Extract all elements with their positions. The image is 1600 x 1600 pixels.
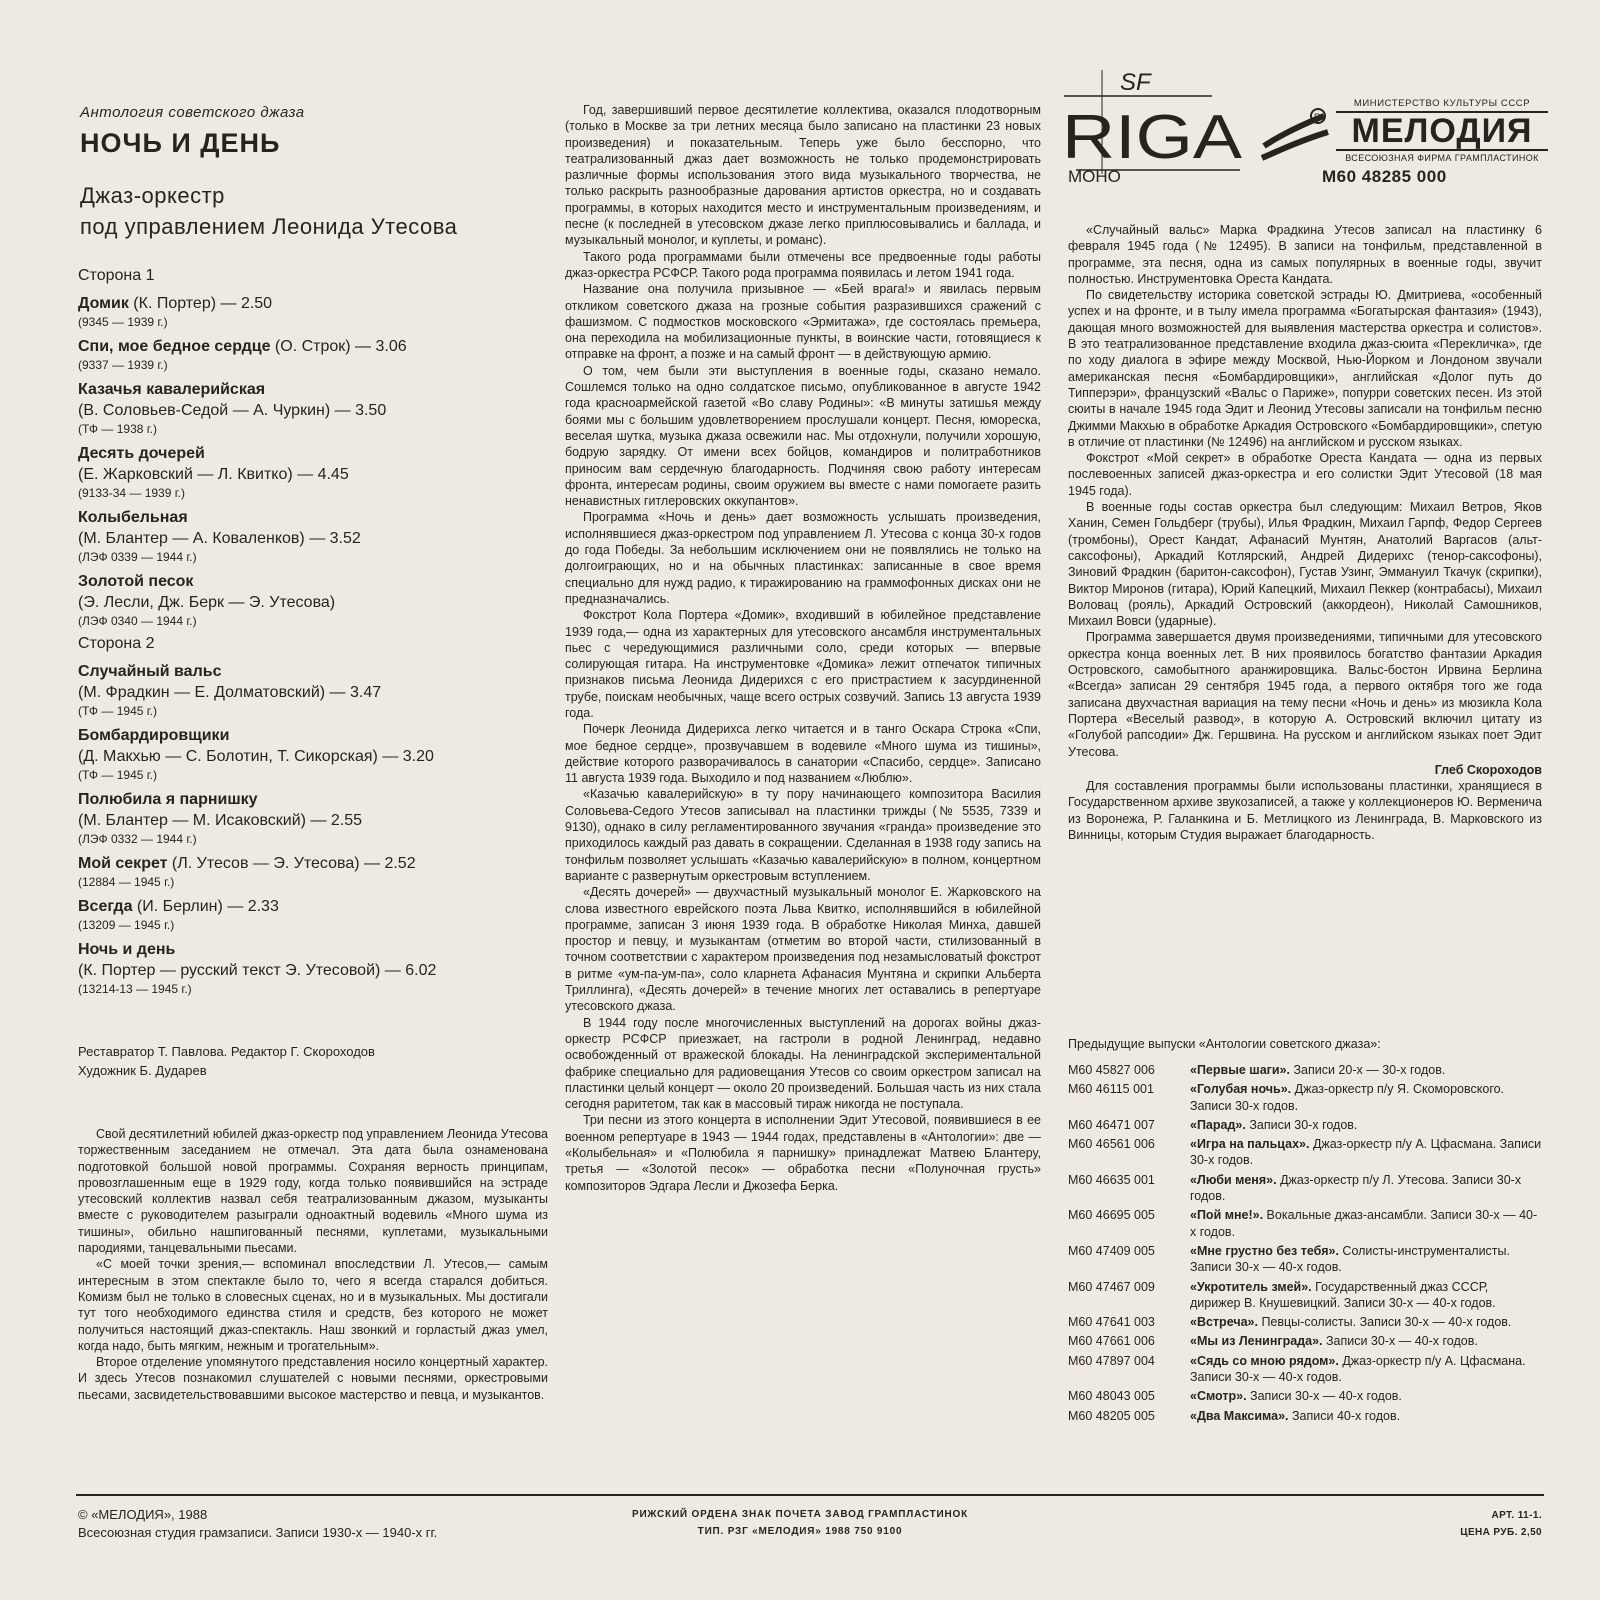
release-details: Вокальные джаз-ансамбли. Записи 30-х — 40-х годов. [1190, 1208, 1538, 1239]
release-description [1190, 1081, 1542, 1114]
release-description [1190, 1062, 1542, 1078]
release-details: Джаз-оркестр п/у Я. Скоморовского. Записи 30-х годов. [1190, 1082, 1505, 1113]
article-paragraph: Фокстрот «Мой секрет» в обработке Ореста Кандата — одна из первых послевоенных записей джаз-оркестра и его солистки Эдит Утесовой (18 мая 1945 года). [1068, 451, 1542, 498]
release-code: М60 46561 006 [1068, 1137, 1155, 1152]
article-column-1 [78, 1126, 548, 1403]
price: ЦЕНА РУБ. 2,50 [1460, 1527, 1542, 1538]
riga-sf-text: SF [1120, 69, 1151, 96]
track-authors: (Е. Жарковский — Л. Квитко) — 4.45 [78, 466, 349, 483]
track-name: Ночь и день [78, 941, 176, 958]
release-description [1190, 1279, 1542, 1312]
track-name: Колыбельная [78, 509, 188, 526]
track-item [78, 336, 548, 374]
release-code: М60 48043 005 [1068, 1389, 1155, 1404]
track-authors: (Э. Лесли, Дж. Берк — Э. Утесова) [78, 594, 336, 611]
melodiya-ministry-text: МИНИСТЕРСТВО КУЛЬТУРЫ СССР [1353, 98, 1531, 109]
release-name: «Мне грустно без тебя». [1190, 1243, 1339, 1258]
track-item [78, 789, 548, 848]
previous-release-item [1068, 1172, 1542, 1205]
release-name: «Встреча». [1190, 1315, 1258, 1330]
footer-right [1390, 1507, 1542, 1541]
track-title-line [78, 896, 548, 917]
track-authors: (В. Соловьев-Седой — А. Чуркин) — 3.50 [78, 402, 387, 419]
release-name: «Голубая ночь». [1190, 1082, 1292, 1097]
track-recording-info: (12884 — 1945 г.) [78, 875, 175, 889]
production-credits [78, 1042, 548, 1080]
release-name: «Мы из Ленинграда». [1190, 1334, 1323, 1349]
track-title-line [78, 789, 548, 810]
track-authors: (К. Портер — русский текст Э. Утесовой) — 6.02 [78, 962, 437, 979]
side-label: Сторона 2 [78, 635, 155, 652]
track-item [78, 896, 548, 934]
release-details: Записи 40-х годов. [1288, 1408, 1401, 1423]
article-paragraph: «Случайный вальс» Марка Фрадкина Утесов записал на пластинку 6 февраля 1945 года (№ 12495). В записи на тонфильм, представленной в программе, эта песня, одна из самых популярных в военные годы, звучит полностью. Инструментовка Ореста Кандата. [1068, 223, 1542, 286]
melodiya-firm-text: ВСЕСОЮЗНАЯ ФИРМА ГРАМПЛАСТИНОК [1345, 153, 1539, 163]
release-name: «Первые шаги». [1190, 1063, 1290, 1077]
article-paragraph: «С моей точки зрения,— вспоминал впоследствии Л. Утесов,— самым интересным в этом спектакле было то, чего я всегда старался добиться. Комизм был не только в словесных сценах, но и в музыкальных. Мы достигали тут того необходимого единства стиля и средств, без которого не может получиться настоящий джаз-спектакль. Наш звонкий и горластый джаз умел, когда надо, быть мягким, нежным и трогательным». [78, 1257, 548, 1353]
previous-release-item [1068, 1062, 1542, 1078]
print-info: ТИП. РЗГ «МЕЛОДИЯ» 1988 750 9100 [697, 1526, 903, 1537]
release-name: «Пой мне!». [1190, 1208, 1264, 1223]
release-details: Джаз-оркестр п/у А. Цфасмана. Записи 30-х годов. [1190, 1137, 1542, 1168]
previous-release-item [1068, 1207, 1542, 1240]
release-code: М60 47467 009 [1068, 1279, 1155, 1294]
article-paragraph: «Десять дочерей» — двухчастный музыкальный монолог Е. Жарковского на слова известного еврейского поэта Льва Квитко, исполнявшийся в юбилейной программе, записан 3 июня 1939 года. В обработке Николая Минха, давшей простор и певцу, и музыкантам (отметим во второй части, стилизованный в точном соответствии с характером произведения под незамысловатый фокстрот в ритме «ум-па-ум-па», соло кларнета Афанасия Мунтяна и скрипки Альберта Триллинга), «Десять дочерей» в течение многих лет оставались в репертуаре утесовского джаза. [565, 885, 1041, 1014]
track-recording-info: (9133-34 — 1939 г.) [78, 486, 185, 500]
track-title-line [78, 379, 548, 400]
track-name: Десять дочерей [78, 445, 205, 462]
article-paragraph: О том, чем были эти выступления в военные годы, сказано немало. Сошлемся только на одно солдатское письмо, опубликованное в августе 1942 года красноармейской газетой «Во славу Родины»: «В минуты затишья между боями мы с большим удовлетворением прослушали концерт. Песня, юмореска, веселая шутка, музыка джаза освежили нас. Мы отдохнули, получили хорошую, бодрую зарядку. От имени всех бойцов, командиров и политработников приносим вам сердечную благодарность. Подчиняя свою работу интересам фронта, интересам родины, своим оружием вы вместе с нами помогаете разить ненавистных гитлеровских оккупантов». [565, 363, 1041, 509]
previous-release-item [1068, 1117, 1542, 1133]
track-item [78, 293, 548, 331]
release-details: Джаз-оркестр п/у А. Цфасмана. Записи 30-х — 40-х годов. [1190, 1353, 1526, 1385]
track-recording-info: (ТФ — 1945 г.) [78, 704, 157, 718]
article-paragraph: «Казачью кавалерийскую» в ту пору начинающего композитора Василия Соловьева-Седого Утесов записывал на пластинки трижды (№ 5535, 7339 и 9130), однако в силу регламентированного звучания «гранда» произведение это приходилось каждый раз давать в сокращении. Сделанная в 1938 году запись на тонфильм позволяет услышать «Казачью кавалерийскую» в полном, концертном варианте с развернутым оркестровым вступлением. [565, 787, 1041, 883]
article-paragraph: Фокстрот Кола Портера «Домик», входивший в юбилейное представление 1939 года,— одна из характерных для утесовского ансамбля инструментальных пьес с чередующимися различными соло, среди которых — впервые солирующая гитара. На инструментовке «Домика» лежит отпечаток типичных признаков письма Леонида Дидерихся с его пристрастием к засурдиненной трубе, поискам необычных, чаще всего острых созвучий. Запись 13 августа 1939 года. [565, 608, 1041, 720]
release-name: «Два Максима». [1190, 1408, 1289, 1423]
track-authors: (К. Портер) — 2.50 [128, 295, 273, 312]
track-title-line [78, 571, 548, 592]
article-paragraph: Программа завершается двумя произведениями, типичными для утесовского оркестра конца военных лет. В них проявилось богатство фантазии Аркадия Островского, самобытного аранжировщика. Вальс-бостон Ирвина Берлина «Всегда» записан 29 сентября 1945 года, а первого октября того же года записана двухчастная вариация на тему песни «Ночь и день» из мюзикла Кола Портера «Веселый развод», в которую А. Островский включил цитату из «Голубой рапсодии» Дж. Гершвина. На русском и английском языках поет Эдит Утесова. [1068, 630, 1542, 759]
riga-text: RIGA [1062, 103, 1243, 172]
track-recording-info: (9345 — 1939 г.) [78, 315, 168, 329]
article-paragraph: Почерк Леонида Дидерихса легко читается и в танго Оскара Строка «Спи, мое бедное сердце», прозвучавшем в водевиле «Много шума из тишины», действие которого разворачивалось в санатории «Спасибо, сердце». Записано 11 августа 1939 года. Выходило и под названием «Люблю». [565, 722, 1041, 786]
release-name: «Сядь со мною рядом». [1190, 1353, 1339, 1368]
release-code: М60 46471 007 [1068, 1117, 1155, 1132]
release-description [1190, 1117, 1542, 1133]
album-title: НОЧЬ И ДЕНЬ [80, 128, 281, 158]
track-item [78, 443, 548, 502]
previous-release-item [1068, 1333, 1542, 1349]
release-details: Солисты-инструменталисты. Записи 30-х — 40-х годов. [1190, 1243, 1510, 1275]
track-item [78, 939, 548, 998]
release-description [1190, 1207, 1542, 1240]
side-label: Сторона 1 [78, 267, 155, 284]
release-details: Записи 20-х — 30-х годов. [1290, 1063, 1446, 1077]
track-name: Всегда [78, 898, 133, 915]
release-code: М60 47409 005 [1068, 1243, 1155, 1258]
melodiya-logo [1336, 98, 1548, 166]
track-title-line [78, 939, 548, 960]
track-title-line [78, 443, 548, 464]
track-authors: (Д. Макхью — С. Болотин, Т. Сикорская) — 3.20 [78, 748, 434, 765]
release-code: М60 45827 006 [1068, 1063, 1155, 1077]
previous-release-item [1068, 1279, 1542, 1312]
previous-release-item [1068, 1243, 1542, 1276]
footer-center [560, 1506, 1040, 1540]
release-code: М60 46695 005 [1068, 1208, 1155, 1223]
article-paragraph: Второе отделение упомянутого представления носило концертный характер. И здесь Утесов познакомил слушателей с новыми песнями, оркестровыми пьесами, засвидетельствовавшими высокое мастерство и певца, и музыкантов. [78, 1355, 548, 1402]
release-details: Записи 30-х — 40-х годов. [1322, 1334, 1478, 1349]
release-code: М60 46115 001 [1068, 1082, 1154, 1097]
credits-line-1: Реставратор Т. Павлова. Редактор Г. Скороходов [78, 1044, 375, 1059]
release-code: М60 46635 001 [1068, 1172, 1155, 1187]
track-title-line [78, 336, 548, 357]
track-title-line [78, 853, 548, 874]
article-paragraph: Программа «Ночь и день» дает возможность услышать произведения, исполнявшиеся джаз-оркестром под управлением Л. Утесова с конца 30-х годов до года Победы. За небольшим исключением они не появлялись не только на долгоиграющих, но и на обычных пластинках: записанные в свое время специально для нужд радио, к тиражированию на граммофонных дисках они не предназначались. [565, 510, 1041, 606]
release-description [1190, 1243, 1542, 1276]
track-recording-info: (ЛЭФ 0339 — 1944 г.) [78, 550, 197, 564]
previous-release-item [1068, 1408, 1542, 1424]
track-name: Мой секрет [78, 855, 168, 872]
previous-releases-list [1068, 1062, 1542, 1427]
svg-text:R: R [1314, 112, 1321, 122]
track-item [78, 507, 548, 566]
track-item [78, 661, 548, 720]
previous-release-item [1068, 1314, 1542, 1330]
copyright: © «МЕЛОДИЯ», 1988 [78, 1507, 208, 1522]
article-paragraph: По свидетельству историка советской эстрады Ю. Дмитриева, «особенный успех и на фронте, и в тылу имела программа «Богатырская фантазия» (1943), дающая много возможностей для выявления мастерства оркестра и солистов». В это театрализованное представление входила джаз-сюита «Перекличка», где по ходу диалога в эфире между Москвой, Нью-Йорком и Лондоном звучали американская песня «Бомбардировщики», английская «Долог путь до Типперэри», французский «Вальс о Париже», попурри советских песен. Из этой сюиты в начале 1945 года Эдит и Леонид Утесовы записали на тонфильм песню Джимми Макхью в обработке Аркадия Островского «Бомбардировщики», спетую в отличие от пластинки (№ 12496) на английском и русском языках. [1068, 288, 1542, 449]
track-name: Спи, мое бедное сердце [78, 338, 271, 355]
track-recording-info: (13209 — 1945 г.) [78, 918, 175, 932]
article-paragraph: Год, завершивший первое десятилетие коллектива, оказался плодотворным (только в Москве за три летних месяца было записано на пластинки 23 новых произведения) и показательным. Теперь уже было бесспорно, что театрализованный джаз дает возможность не только продемонстрировать различные формы использования этого вида музыкального творчества, не только раскрыть разнообразные дарования артистов оркестра, но и создавать программы, в которых находится место и инструментальным произведениям, и песне (к последней в утесовском джазе легко приплюсовывались и баллада, и музыкальный монолог, и куплеты, и романс). [565, 103, 1041, 248]
previous-release-item [1068, 1136, 1542, 1169]
track-name: Случайный вальс [78, 663, 222, 680]
article-number: АРТ. 11-1. [1491, 1510, 1542, 1521]
track-authors: (М. Фрадкин — Е. Долматовский) — 3.47 [78, 684, 382, 701]
release-details: Записи 30-х годов. [1245, 1117, 1358, 1132]
release-name: «Люби меня». [1190, 1172, 1277, 1187]
release-details: Певцы-солисты. Записи 30-х — 40-х годов. [1257, 1315, 1512, 1330]
artist-credit [80, 180, 550, 242]
artist-line-1: Джаз-оркестр [80, 183, 225, 208]
release-description [1190, 1136, 1542, 1169]
article-paragraph: Три песни из этого концерта в исполнении Эдит Утесовой, появившиеся в ее военном репертуаре в 1943 — 1944 годах, представлены в «Антологии»: две — «Колыбельная» и «Полюбила я парнишку» принадлежат Матвею Блантеру, третья — «Золотой песок» — обработка песни «Полуночная грусть» композиторов Эдгара Лесли и Джозефа Берка. [565, 1113, 1041, 1193]
release-name: «Смотр». [1190, 1389, 1247, 1404]
release-name: «Укротитель змей». [1190, 1279, 1312, 1294]
release-details: Джаз-оркестр п/у Л. Утесова. Записи 30-х годов. [1190, 1172, 1522, 1204]
track-title-line [78, 725, 548, 746]
series-title: Антология советского джаза [80, 104, 305, 121]
factory-name: РИЖСКИЙ ОРДЕНА ЗНАК ПОЧЕТА ЗАВОД ГРАМПЛАСТИНОК [631, 1509, 969, 1520]
track-authors: (И. Берлин) — 2.33 [132, 898, 279, 915]
track-authors: (М. Блантер — А. Коваленков) — 3.52 [78, 530, 361, 547]
catalog-number: М60 48285 000 [1322, 167, 1447, 186]
acknowledgements: Для составления программы были использованы пластинки, хранящиеся в Государственном архиве звукозаписей, а также у коллекционеров Ю. Верменича из Воронежа, Р. Галанкина и Б. Метлицкого из Ленинграда, В. Марковского из Винницы, которым Студия выражает благодарность. [1068, 779, 1542, 842]
release-code: М60 48205 005 [1068, 1408, 1155, 1423]
release-description [1190, 1333, 1542, 1349]
track-name: Бомбардировщики [78, 727, 230, 744]
footer-left [78, 1506, 437, 1542]
article-column-2 [565, 102, 1041, 1194]
track-recording-info: (13214-13 — 1945 г.) [78, 982, 192, 996]
track-authors: (О. Строк) — 3.06 [270, 338, 407, 355]
article-paragraph: В 1944 году после многочисленных выступлений на дорогах войны джаз-оркестр РСФСР приезжает, на гастроли в родной Ленинград, недавно освобожденный от вражеской блокады. На ленинградской экспериментальной фабрике специально для радиовещания Утесов со своим оркестром записал на пластинки целый концерт — около 20 произведений. Большая часть из них стала сегодня раритетом, так как в массовый тираж никогда не поступала. [565, 1015, 1041, 1112]
melodiya-emblem-icon [1258, 102, 1332, 164]
release-name: «Парад». [1190, 1117, 1246, 1132]
release-code: М60 47661 006 [1068, 1334, 1155, 1349]
track-recording-info: (9337 — 1939 г.) [78, 358, 168, 372]
track-title-line [78, 293, 548, 314]
article-paragraph: Свой десятилетний юбилей джаз-оркестр под управлением Леонида Утесова торжественным заседанием не отмечал. Эта дата была ознаменована подготовкой большой новой программы. Сохраняя верность принципам, провозглашенным еще в 1929 году, когда только появившийся на эстраде утесовский коллектив назвал себя театрализованным джазом, музыканты вместе с руководителем разыграли одноактный водевиль «Много шума из тишины», обильно нашпигованный песнями, куплетами, музыкальными пародиями, танцевальными пьесами. [78, 1127, 548, 1256]
track-recording-info: (ТФ — 1938 г.) [78, 422, 157, 436]
release-details: Записи 30-х — 40-х годов. [1246, 1389, 1402, 1404]
credits-line-2: Художник Б. Дударев [78, 1063, 207, 1078]
previous-release-item [1068, 1353, 1542, 1386]
studio-note: Всесоюзная студия грамзаписи. Записи 1930-х — 1940-х гг. [78, 1525, 438, 1540]
artist-line-2: под управлением Леонида Утесова [80, 214, 458, 239]
track-item [78, 379, 548, 438]
track-name: Казачья кавалерийская [78, 381, 266, 398]
previous-releases-title: Предыдущие выпуски «Антологии советского джаза»: [1068, 1037, 1381, 1051]
track-recording-info: (ЛЭФ 0340 — 1944 г.) [78, 614, 197, 628]
article-paragraph: Такого рода программами были отмечены все предвоенные годы работы джаз-оркестра РСФСР. Такого рода программа появилась и летом 1941 года. [565, 249, 1041, 280]
article-paragraph: В военные годы состав оркестра был следующим: Михаил Ветров, Яков Ханин, Семен Гольдберг (трубы), Илья Фрадкин, Михаил Гарпф, Федор Сергеев (тромбоны), Орест Кандат, Афанасий Мунтян, Анатолий Варгасов (альт-саксофоны), Аркадий Котлярский, Андрей Дидерихс (тенор-саксофоны), Зиновий Фрадкин (баритон-саксофон), Густав Узинг, Эммануил Ткачук (скрипки), Виктор Миронов (гитара), Юрий Капецкий, Михаил Пеккер (контрабасы), Михаил Воловац (рояль), Аркадий Островский (аккордеон), Николай Самошников, Михаил Вовси (ударные). [1068, 500, 1542, 629]
track-name: Золотой песок [78, 573, 194, 590]
melodiya-name: МЕЛОДИЯ [1336, 111, 1548, 151]
article-author: Глеб Скороходов [1434, 762, 1542, 777]
release-code: М60 47897 004 [1068, 1353, 1155, 1368]
mono-label: МОНО [1068, 167, 1121, 186]
track-list [78, 263, 548, 1003]
track-authors: (М. Блантер — М. Исаковский) — 2.55 [78, 812, 363, 829]
track-title-line [78, 507, 548, 528]
track-item [78, 571, 548, 630]
track-item [78, 853, 548, 891]
track-title-line [78, 661, 548, 682]
footer-divider [76, 1494, 1544, 1496]
article-paragraph: Название она получила призывное — «Бей врага!» и явилась первым откликом советского джаза на грозные события разразившихся сражений с фашизмом. С подмостков московского «Эрмитажа», где состоялась премьера, она переходила на мобилизационные пункты, в воинские части, готовящиеся к отправке на фронт, а позже и на самый фронт — в действующую армию. [565, 282, 1041, 362]
riga-logo [1062, 62, 1244, 177]
previous-release-item [1068, 1081, 1542, 1114]
track-name: Полюбила я парнишку [78, 791, 258, 808]
release-code: М60 47641 003 [1068, 1315, 1155, 1330]
track-item [78, 725, 548, 784]
release-description [1190, 1353, 1542, 1386]
previous-release-item [1068, 1388, 1542, 1404]
release-description [1190, 1388, 1542, 1404]
release-description [1190, 1172, 1542, 1205]
track-authors: (Л. Утесов — Э. Утесова) — 2.52 [167, 855, 416, 872]
release-details: Государственный джаз СССР, дирижер В. Кнушевицкий. Записи 30-х — 40-х годов. [1190, 1279, 1496, 1310]
release-name: «Игра на пальцах». [1190, 1137, 1310, 1152]
track-name: Домик [78, 295, 129, 312]
article-column-3 [1068, 222, 1542, 843]
track-recording-info: (ТФ — 1945 г.) [78, 768, 157, 782]
track-recording-info: (ЛЭФ 0332 — 1944 г.) [78, 832, 197, 846]
article-column-3-text [1068, 222, 1542, 760]
release-description [1190, 1314, 1542, 1330]
release-description [1190, 1408, 1542, 1424]
